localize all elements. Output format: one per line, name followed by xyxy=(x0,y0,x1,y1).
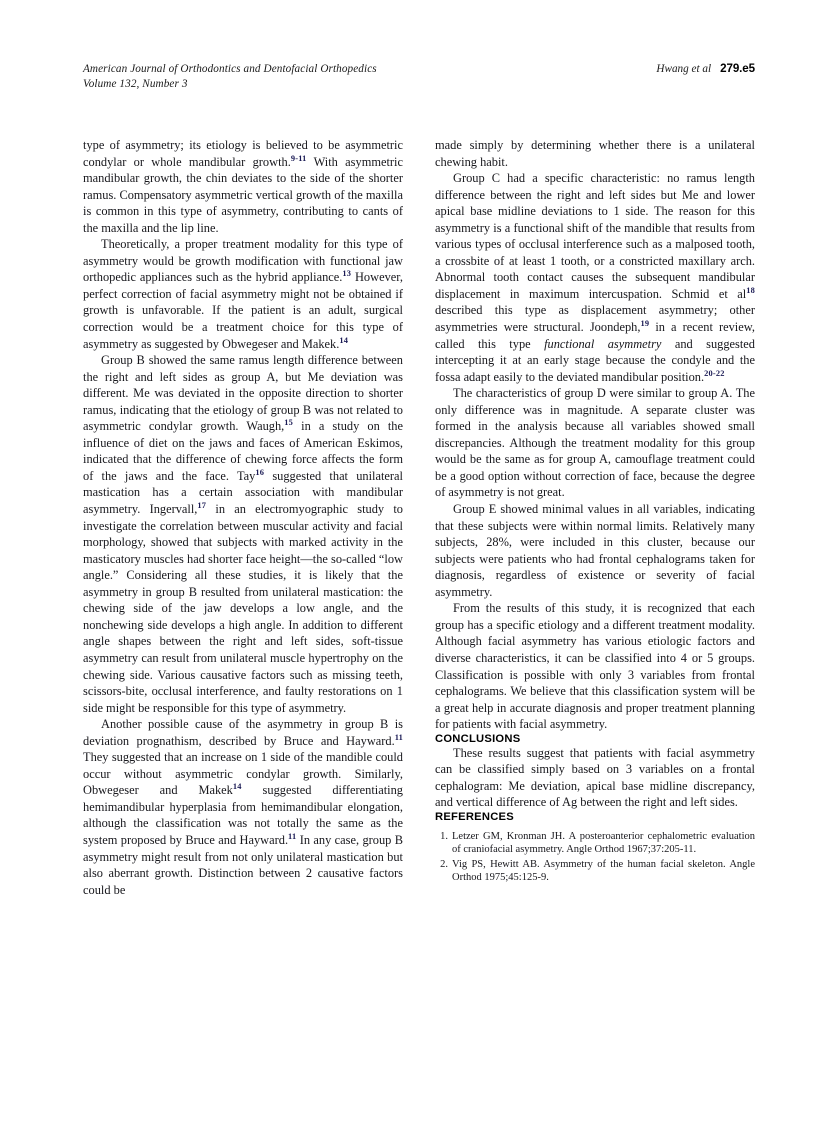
citation-superscript: 18 xyxy=(746,285,755,295)
conclusions-heading: CONCLUSIONS xyxy=(435,732,521,745)
running-head-authors: Hwang et al xyxy=(656,63,712,75)
left-column-paragraphs xyxy=(83,137,403,898)
right-column-paragraph: Group E showed minimal values in all variables, indicating that these subjects were within normal limits. Relatively many subjects, 28%, were included in this cluster, because our subjects were patients who had frontal cephalograms taken for diagnosis, regardless of existence or severity of facial asymmetry. xyxy=(435,502,755,599)
running-head-right xyxy=(656,62,755,75)
running-head xyxy=(83,62,755,91)
citation-superscript: 17 xyxy=(197,500,207,510)
conclusions-paragraph: These results suggest that patients with facial asymmetry can be classified simply based on 3 variables on a frontal cephalogram: Me deviation, apical base midline discrepancy, and vertical difference of Ag between the right and left sides. xyxy=(435,745,755,810)
citation-superscript: 20-22 xyxy=(704,368,725,378)
citation-superscript: 15 xyxy=(284,418,294,428)
journal-title: American Journal of Orthodontics and Dentofacial Orthopedics xyxy=(83,63,377,75)
citation-superscript: 16 xyxy=(255,467,265,477)
reference-number: 2. xyxy=(440,858,448,870)
citation-superscript: 11 xyxy=(288,831,297,841)
citation-superscript: 11 xyxy=(394,732,403,742)
reference-list xyxy=(435,830,755,885)
citation-superscript: 14 xyxy=(339,335,349,345)
right-column-paragraphs xyxy=(435,137,755,733)
references-heading: REFERENCES xyxy=(435,810,514,823)
left-column-paragraph: Theoretically, a proper treatment modality for this type of asymmetry would be growth modification with functional jaw orthopedic appliances such as the hybrid appliance.$^{13}$ However, perfect correction of facial asymmetry might not be obtained if growth is unfavorable. If the patient is an adult, surgical correction would be a treatment choice for this type of asymmetry as suggested by Obwegeser and Makek.$^{14}$ xyxy=(83,237,403,351)
journal-volume-issue: Volume 132, Number 3 xyxy=(83,77,188,90)
right-column-paragraph: The characteristics of group D were similar to group A. The only difference was in magnitude. A separate cluster was formed in the analysis because all variables showed small discrepancies. Although the treatment modality for this group would be the same as for group A, camouflage treatment could be a good option without correction of face, because the degree of asymmetry is not great. xyxy=(435,386,755,500)
left-column xyxy=(83,137,403,898)
reference-item xyxy=(435,858,755,885)
left-column-paragraph: Another possible cause of the asymmetry in group B is deviation prognathism, described by Bruce and Hayward.$^{11}$ They suggested that an increase on 1 side of the mandible could occur without asymmetric condylar growth. Similarly, Obwegeser and Makek$^{14}$ suggested differentiating hemimandibular hyperplasia from hemimandibular elongation, although the classification was not totally the same as the system proposed by Bruce and Hayward.$^{11}$ In any case, group B asymmetry might result from not only unilateral mastication but also aberrant growth. Distinction between 2 causative factors could be xyxy=(83,717,403,897)
right-column-paragraph: made simply by determining whether there is a unilateral chewing habit. xyxy=(435,138,755,169)
citation-superscript: 9-11 xyxy=(290,153,307,163)
right-column-paragraph: From the results of this study, it is recognized that each group has a specific etiology and a different treatment modality. Although facial asymmetry has various etiologic factors and diverse characteristics, it can be classified into 4 or 5 groups. Classification is possible with only 3 variables from frontal cephalograms. We believe that this classification system will be a great help in accurate diagnosis and proper treatment planning for patients with facial asymmetry. xyxy=(435,601,755,732)
page-number: 279.e5 xyxy=(720,62,755,75)
right-column-paragraph: Group C had a specific characteristic: no ramus length difference between the right and left sides but Me and lower apical base midline deviations to 1 side. The reason for this asymmetry is a functional shift of the mandible that results from various types of occlusal interference such as a malposed tooth, a crossbite of at least 1 tooth, or a constricted maxillary arch. Abnormal tooth contact causes the subsequent mandibular displacement in maximum intercuspation. Schmid et al$^{18}$ described this type as displacement asymmetry; other asymmetries were structural. Joondeph,$^{19}$ in a recent review, called this type functional asymmetry and suggested intercepting it at an early stage because the condyle and the fossa adapt easily to the deviated mandibular position.$^{20-22}$ xyxy=(435,171,755,384)
reference-item xyxy=(435,830,755,857)
left-column-paragraph: type of asymmetry; its etiology is believed to be asymmetric condylar or whole mandibular growth.$^{9-11}$ With asymmetric mandibular growth, the chin deviates to the side of the shorter ramus. Compensatory asymmetric vertical growth of the maxilla is common in this type of asymmetry, contributing to cants of the maxilla and the lip line. xyxy=(83,138,404,235)
citation-superscript: 13 xyxy=(342,269,352,279)
emphasized-term: functional asymmetry xyxy=(544,336,662,351)
page-content-area xyxy=(83,62,755,898)
reference-text: Vig PS, Hewitt AB. Asymmetry of the human facial skeleton. Angle Orthod 1975;45:125-9. xyxy=(452,858,755,884)
reference-number: 1. xyxy=(440,830,448,842)
right-column xyxy=(435,137,755,885)
left-column-paragraph: Group B showed the same ramus length difference between the right and left sides as group A, but Me deviation was different. Me was deviated in the opposite direction to shorter ramus, indicating that the etiology of group B was not related to asymmetric condylar growth. Waugh,$^{15}$ in a study on the influence of diet on the jaws and faces of American Eskimos, indicated that the difference of chewing force affects the form of the jaws and the face. Tay$^{16}$ suggested that unilateral mastication has a certain association with mandibular asymmetry. Ingervall,$^{17}$ in an electromyographic study to investigate the correlation between muscular activity and facial morphology, showed that subjects with marked activity in the masticatory muscles had shorter face height—the so-called “low angle.” Considering all these studies, it is likely that the asymmetry in group B resulted from unilateral mastication: the chewing side of the jaw develops a low angle, and the nonchewing side develops a high angle. In addition to different angle shapes between the right and left sides, soft-tissue asymmetry can result from unilateral muscle hypertrophy on the chewing side. Various causative factors such as missing teeth, scissors-bite, occlusal interference, and faulty restorations on 1 side might be responsible for this type of asymmetry. xyxy=(83,353,403,715)
citation-superscript: 19 xyxy=(640,318,650,328)
reference-text: Letzer GM, Kronman JH. A posteroanterior cephalometric evaluation of craniofacial asymmetry. Angle Orthod 1967;37:205-11. xyxy=(452,830,755,856)
journal-title-block xyxy=(83,62,377,91)
citation-superscript: 14 xyxy=(232,782,242,792)
two-column-layout xyxy=(83,137,755,898)
